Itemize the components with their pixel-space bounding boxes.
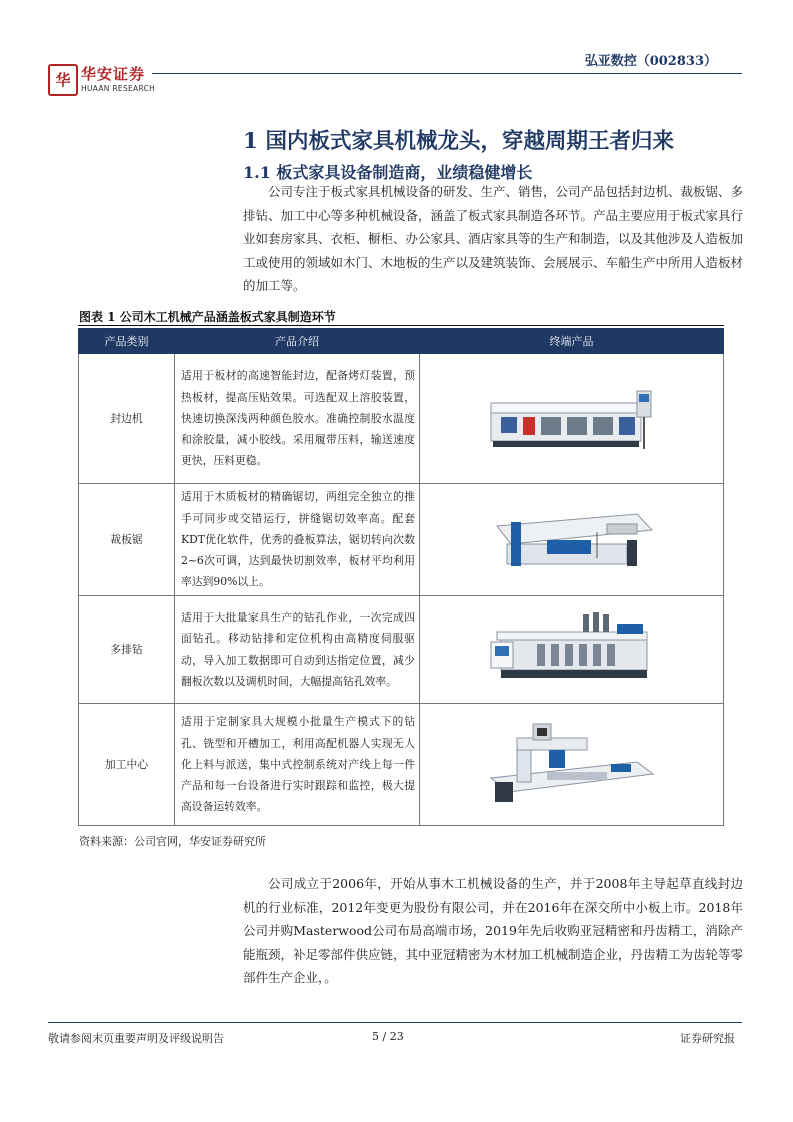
edge-banding-machine-icon bbox=[420, 354, 724, 484]
header-divider bbox=[152, 73, 742, 74]
table-row bbox=[79, 484, 724, 596]
footer-divider bbox=[48, 1022, 742, 1023]
table-row bbox=[79, 596, 724, 704]
col-header-terminal-product: 终端产品 bbox=[420, 329, 724, 354]
row-category: 多排钻 bbox=[79, 596, 175, 704]
figure-source: 资料来源：公司官网，华安证券研究所 bbox=[79, 835, 266, 848]
cnc-machining-center-icon bbox=[420, 704, 724, 826]
row-description: 适用于木质板材的精确锯切，两组完全独立的推手可同步或交错运行，拼缝锯切效率高。配套KDT优化软件，优秀的叠板算法，锯切转向次数2~6次可调，达到最快切割效率，板材平均利用率达到90%以上。 bbox=[175, 484, 420, 596]
figure-top-rule bbox=[78, 325, 724, 326]
intro-text: 公司专注于板式家具机械设备的研发、生产、销售，公司产品包括封边机、裁板锯、多排钻、加工中心等多种机械设备，涵盖了板式家具制造各环节。产品主要应用于板式家具行业如套房家具、衣柜、橱柜、办公家具、酒店家具等的生产和制造，以及其他涉及人造板加工或使用的领域如木门、木地板的生产以及建筑装饰、会展展示、车船生产中所用人造板材的加工等。 bbox=[243, 184, 744, 293]
table-header-row bbox=[79, 329, 724, 354]
brand-name-cn: 华安证券 bbox=[81, 65, 146, 83]
footer-report-type: 证券研究报 bbox=[680, 1032, 735, 1045]
col-header-description: 产品介绍 bbox=[175, 329, 420, 354]
row-category: 加工中心 bbox=[79, 704, 175, 826]
company-logo: 华 bbox=[48, 64, 78, 96]
history-text: 公司成立于2006年，开始从事木工机械设备的生产，并于2008年主导起草直线封边机的行业标准，2012年变更为股份有限公司，并在2016年在深交所中小板上市。2018年公司并购Masterwood公司布局高端市场，2019年先后收购亚冠精密和丹齿精工，消除产能瓶颈，补足零部件供应链，其中亚冠精密为木材加工机械制造企业，丹齿精工为齿轮等零部件生产企业，。 bbox=[243, 876, 744, 985]
panel-saw-icon bbox=[420, 484, 724, 596]
row-category: 裁板锯 bbox=[79, 484, 175, 596]
figure-title: 图表 1 公司木工机械产品涵盖板式家具制造环节 bbox=[79, 310, 336, 324]
intro-paragraph bbox=[243, 180, 743, 298]
brand-name-en: HUAAN RESEARCH bbox=[81, 84, 156, 93]
subsection-heading: 1.1 板式家具设备制造商，业绩稳健增长 bbox=[243, 163, 533, 182]
report-company: 弘亚数控（002833） bbox=[584, 54, 717, 69]
footer-disclaimer: 敬请参阅末页重要声明及评级说明告 bbox=[48, 1032, 224, 1045]
col-header-category: 产品类别 bbox=[79, 329, 175, 354]
page-number: 5 / 23 bbox=[372, 1030, 404, 1043]
section-heading: 1 国内板式家具机械龙头，穿越周期王者归来 bbox=[243, 129, 674, 154]
history-paragraph bbox=[243, 872, 743, 990]
row-description: 适用于定制家具大规模小批量生产模式下的钻孔、铣型和开槽加工，利用高配机器人实现无人化上料与派送，集中式控制系统对产线上每一件产品和每一台设备进行实时跟踪和监控，极大提高设备运转效率。 bbox=[175, 704, 420, 826]
table-row bbox=[79, 354, 724, 484]
row-description: 适用于板材的高速智能封边，配备烤灯装置，预热板材，提高压贴效果。可选配双上溶胶装置，快速切换深浅两种颜色胶水。准确控制胶水温度和涂胶量，减小胶线。采用履带压料，输送速度更快，压料更稳。 bbox=[175, 354, 420, 484]
row-description: 适用于大批量家具生产的钻孔作业，一次完成四面钻孔。移动钻排和定位机构由高精度伺服驱动，导入加工数据即可自动到达指定位置，减少翻板次数以及调机时间，大幅提高钻孔效率。 bbox=[175, 596, 420, 704]
multi-boring-machine-icon bbox=[420, 596, 724, 704]
row-category: 封边机 bbox=[79, 354, 175, 484]
product-table bbox=[78, 328, 724, 826]
table-row bbox=[79, 704, 724, 826]
